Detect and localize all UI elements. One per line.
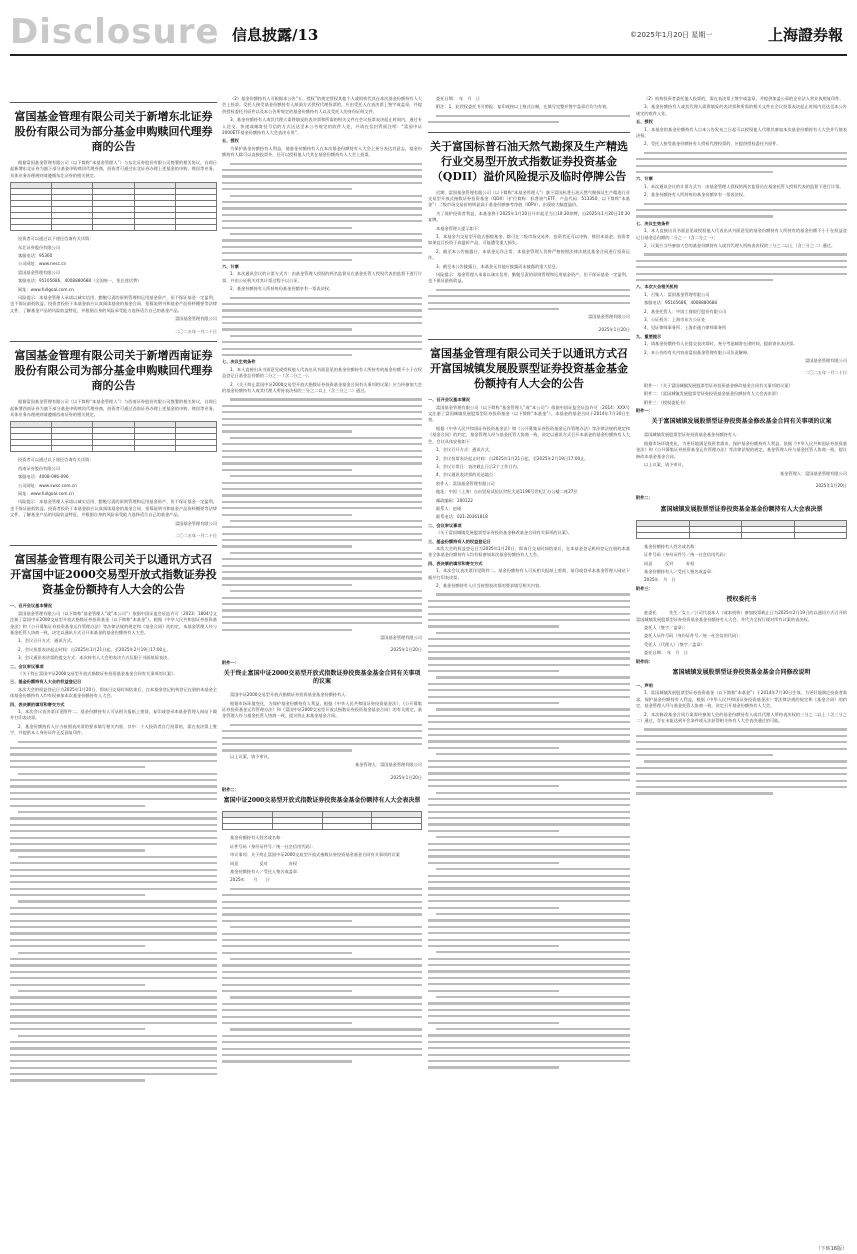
- divider: [428, 132, 630, 133]
- article-title: 富国基金管理有限公司关于以通讯方式召开富国中证2000交易型开放式指数证券投资基金份额持有人大会的公告: [10, 553, 217, 597]
- paragraph: 收件人：富国基金管理有限公司: [436, 480, 495, 486]
- paragraph: 联系电话：021-20361818: [436, 514, 488, 520]
- annex-title: 授权委托书: [726, 596, 757, 604]
- paragraph: 联系人：赵瑛: [436, 505, 462, 511]
- text-line: [636, 790, 847, 796]
- paragraph: 1、本次会议表决票详见附件二。基金份额持有人可从相关报纸上剪裁、复印或登录本基金管理人网站下载并打印表决票。: [428, 568, 630, 580]
- section-heading: 一、召开会议基本情况: [10, 603, 52, 609]
- paragraph: 2、基金份额持有人所持每份基金份额享有一票表决权。: [230, 286, 334, 292]
- paragraph: 委托人（签字／盖章）：: [644, 624, 688, 630]
- paragraph: （2）基金份额持有人可根据本公告“五、授权”的规定授权其他个人或机构代其在本次基金份额持有人大会上投票。受托人接受基金份额持有人纸面方式授权代理投票的，应由受托人在表决票上签字或盖章，并提供授权委托书原件以及本公告所规定的基金份额持有人以及受托人的身份证明文件。: [222, 96, 422, 114]
- paragraph: 委托日期： 年 月 日: [436, 96, 480, 101]
- signature-date: 2025年1月20日: [390, 774, 422, 780]
- section-heading: 四、表决票的填写和寄交方式: [10, 701, 65, 707]
- paragraph: 东北证券股份有限公司: [18, 244, 60, 250]
- annex-title: 关于富国城镇发展股票型证券投资基金修改基金合同有关事项的议案: [651, 418, 832, 426]
- section-heading: 三、基金份额持有人大会的权益登记日: [10, 679, 82, 685]
- paragraph: 1、本次通讯会议的计票方式为：由基金管理人授权的两名监督员在基金托管人授权代表的监督下进行计票，并由公证机关对其计票过程予以公证。: [222, 271, 422, 283]
- text-line: [222, 1058, 422, 1064]
- paragraph: 2、基金托管人：中国工商银行股份有限公司: [644, 308, 727, 314]
- paragraph: 2、本次修改基金合同方案需经参加大会的基金份额持有人或其代理人所持表决权的三分之二以上（含三分之二）通过，存在未能达到开会条件或无法获得相关持有人大会表决通过的可能。: [636, 711, 847, 724]
- section-heading: 八、本次大会相关机构: [636, 284, 678, 290]
- divider: [428, 339, 630, 340]
- paragraph: 为了保护投资者利益，本基金将于2025年1月20日开市起至当日10:30停牌，自2025年1月20日10:30复牌。: [428, 210, 630, 223]
- fund-list-table: [10, 182, 217, 231]
- article-title: 富国基金管理有限公司关于以通讯方式召开富国城镇发展股票型证券投资基金基金份额持有人大会的公告: [430, 347, 628, 391]
- paragraph: 西南证券股份有限公司: [18, 465, 60, 471]
- text-line: [222, 747, 422, 753]
- signature-date: 2025年1月20日: [815, 482, 847, 488]
- paragraph: 附件一：《关于富国城镇发展股票型证券投资基金修改基金合同有关事项的议案》: [644, 382, 793, 388]
- paragraph: 《关于富国城镇发展股票型证券投资基金修改基金合同有关事项的议案》。: [436, 530, 573, 536]
- issue-date: ©2025年1月20日 星期一: [630, 31, 713, 39]
- paragraph: 基金份额持有人／受托人签名或盖章：: [230, 868, 302, 874]
- signature: 富国基金管理有限公司: [805, 358, 847, 364]
- page-header: [10, 10, 847, 56]
- paragraph: 客服电话：95105686，4008880688（全国统一，免长途话费）: [18, 278, 142, 284]
- text-line: [222, 257, 422, 263]
- signature-date: 二〇二五年一月二十日: [805, 370, 847, 376]
- annex-label: 附件二：: [222, 786, 239, 792]
- paragraph: 3、基金份额持有人或其代理人需将填妥的表决票和所需的相关文件在会议投票表决起止时间内，通过专人送交、快递或邮寄挂号信的方式送达至本公告规定的收件人处，并请在信封背面注明：“富国中证2000ETF基金份额持有人大会表决专用”。: [222, 117, 422, 136]
- annex-title: 富国城镇发展股票型证券投资基金基金份额持有人大会表决票: [660, 505, 823, 513]
- paragraph: 1、请基金份额持有人在提交表决票时，充分考虑邮寄在途时间，提前寄出表决票。: [644, 341, 798, 347]
- paragraph: 1、会议召开方式：通讯方式。: [18, 638, 76, 644]
- paragraph: 2、受托人接受基金份额持有人授权代理投票的，应提供授权委托书原件。: [644, 141, 781, 147]
- signature: 富国基金管理有限公司: [380, 634, 422, 640]
- column-2: [222, 96, 422, 1246]
- paragraph: 富国基金管理有限公司: [18, 269, 60, 275]
- annex-title: 富国城镇发展股票型证券投资基金基金合同修改说明: [672, 669, 811, 676]
- text-line: [636, 213, 847, 219]
- paragraph: 同意 反对 弃权: [230, 860, 298, 866]
- section-heading: 一、声明: [636, 683, 653, 688]
- paragraph: 根据富国基金管理有限公司（以下简称“本基金管理人”）与西南证券股份有限公司签署的相关协议，自即日起新增西南证券为旗下部分基金申购赎回代理券商，投资者可通过西南证券办理上述基金的申购、赎回等业务，具体业务办理规则请遵循西南证券的相关规定。: [10, 399, 217, 417]
- paragraph: 风险提示：本基金管理人承诺以诚实信用、勤勉尽责的原则管理和运用基金资产，但不保证基金一定盈利，也不保证最低收益。投资者投资于本基金前应认真阅读基金的基金合同、招募说明书和基金产品资料概要等法律文件，了解基金产品的风险收益特征，并根据自身的风险承受能力选择适合自己的基金产品。: [10, 295, 217, 313]
- annex-title: 富国中证2000交易型开放式指数证券投资基金基金份额持有人大会表决票: [223, 797, 421, 805]
- paragraph: 2、会议投票表决起止时间：自2025年1月21日起，至2025年2月19日17:00止。: [436, 455, 589, 461]
- paragraph: 1、本基金的基金份额持有人自本公告发布之日起可以授权他人代理其参加本次基金份额持有人大会并行使表决权。: [636, 126, 847, 139]
- paragraph: 地址：中国（上海）自由贸易试验区世纪大道1196号世纪汇办公楼二座27层: [436, 489, 578, 495]
- column-1: [10, 96, 217, 1246]
- signature: 富国基金管理有限公司: [588, 314, 630, 320]
- paragraph: 以上议案，请予审议。: [644, 462, 686, 468]
- paragraph: 富国基金管理有限公司（以下简称“基金管理人”或“本公司”）依据中国证监会证监许可〔2014〕XXX号文注册了富国城镇发展股票型证券投资基金（以下简称“本基金”）。本基金的基金合同于2014年7月30日生效。: [428, 404, 630, 423]
- paragraph: 1、本人直接出具书面意见或授权他人代表出具书面意见的基金份额持有人所持有的基金份额不小于在权益登记日基金总份额的二分之一（含二分之一）；: [222, 366, 422, 379]
- paragraph: 1、会议召开方式：通讯方式。: [436, 447, 494, 453]
- paragraph: 客服电话：95105686，4008880688: [644, 300, 718, 306]
- paragraph: 3、会议计票日：表决截止日后2个工作日内。: [436, 463, 521, 469]
- paragraph: 3、公证机关：上海市东方公证处: [644, 317, 706, 322]
- paragraph: 审议事项：关于终止富国中证2000交易型开放式指数证券投资基金基金合同有关事项的议案: [230, 852, 400, 858]
- paragraph: 风险提示：本基金管理人承诺以诚实信用、勤勉尽责的原则管理和运用基金资产，但不保证基金一定盈利，也不保证最低收益。投资者投资于本基金前应认真阅读基金的基金合同、招募说明书和基金产品资料概要等法律文件，了解基金产品的风险收益特征，并根据自身的风险承受能力选择适合自己的基金产品。: [10, 499, 217, 518]
- paragraph: 2、《关于终止富国中证2000交易型开放式指数证券投资基金基金合同有关事项的议案》应当经参加大会的基金份额持有人或其代理人所持表决权的三分之二以上（含三分之二）通过。: [222, 381, 422, 394]
- text-line: [636, 169, 847, 175]
- section-title: 信息披露/13: [232, 26, 319, 44]
- paragraph: 2、会议投票表决起止时间：自2025年1月21日起，至2025年2月19日17:00止。: [18, 646, 171, 652]
- paragraph: 1、本次通讯会议的计票方式为：由基金管理人授权的两名监督员在基金托管人授权代表的监督下进行计票。: [644, 183, 844, 189]
- section-heading: 九、重要提示: [636, 333, 662, 339]
- paragraph: 风险提示：基金管理人承诺以诚实信用、勤勉尽责的原则管理和运用基金资产，但不保证基金一定盈利，也不保证最低收益。: [428, 272, 630, 284]
- text-line: [222, 627, 422, 633]
- paragraph: 2025年 月 日: [230, 877, 270, 883]
- paragraph: 富国基金管理有限公司（以下简称“基金管理人”或“本公司”）依据中国证监会证监许可〔2023〕1804号文注册了富国中证2000交易型开放式指数证券投资基金（以下简称“本基金”）。根据《中华人民共和国证券投资基金法》和《公开募集证券投资基金运作管理办法》等法律法规的规定和《基金合同》的约定，本基金管理人经与基金托管人协商一致，决定以通讯方式召开本基金的基金份额持有人大会。: [10, 610, 217, 635]
- paragraph: 富国城镇发展股票型证券投资基金基金份额持有人：: [644, 432, 741, 438]
- paragraph: 2、基金份额持有人应当按照表决票的要求填写相关内容，其中：个人投资者自行投票的，需在表决票上签字，并提供本人身份证件正反面复印件。: [10, 723, 217, 736]
- continued-note: （下转16版）: [815, 1246, 847, 1252]
- text-line: [428, 119, 630, 125]
- section-heading: 五、授权: [636, 119, 653, 125]
- paragraph: 证件号码（身份证件号／统一社会信用代码）：: [230, 843, 316, 849]
- paragraph: 4、会议通讯表决票的送达地点：: [436, 472, 498, 478]
- paragraph: 邮政编码：200122: [436, 497, 473, 503]
- paragraph: 公司网址：www.nesc.cn: [18, 261, 67, 267]
- signature: 基金管理人：富国基金管理有限公司: [779, 470, 847, 476]
- paragraph: 基金份额持有人／受托人签名或盖章：: [644, 568, 716, 574]
- paragraph: 2、议案应当经参加大会的基金份额持有人或其代理人所持表决权的三分之二以上（含三分之二）通过。: [644, 243, 836, 249]
- ballot-table: [222, 811, 422, 830]
- column-3: [428, 96, 630, 1246]
- paragraph: 1、召集人：富国基金管理有限公司: [644, 291, 710, 297]
- paragraph: 4、见证律师事务所：上海市通力律师事务所: [644, 325, 727, 331]
- ballot-table: [636, 520, 847, 539]
- paragraph: 为保护基金份额持有人利益，使基金份额持有人在本次基金份额持有人大会上充分表达其意志，基金份额持有人除可以直接投票外，还可以授权他人代其在基金份额持有人大会上投票。: [222, 145, 422, 158]
- paragraph: 网址：www.fullgoal.com.cn: [18, 286, 74, 292]
- signature: 基金管理人：富国基金管理有限公司: [354, 762, 422, 768]
- signature: 富国基金管理有限公司: [175, 520, 217, 526]
- signature: 富国基金管理有限公司: [175, 316, 217, 322]
- paragraph: 投资者可以通过以下途径咨询有关详情：: [18, 457, 94, 463]
- paragraph: 根据市场环境变化，为更好地满足投资者需求，保护基金份额持有人利益，依据《中华人民共和国证券投资基金法》和《公开募集证券投资基金运作管理办法》等法律法规的规定，基金管理人经与基金托管人协商一致，提议修改本基金基金合同。: [636, 440, 847, 459]
- paragraph: 本次大会的权益登记日为2025年1月20日，即该日交易时间结束后，在本基金登记机构登记在册的本基金全体基金份额持有人均有权参加本次基金份额持有人大会。: [10, 686, 217, 699]
- paragraph: 附件三：《授权委托书》: [644, 399, 688, 405]
- paragraph: 以上议案，请予审议。: [230, 753, 272, 759]
- paragraph: 3、基金份额持有人或其代理人需将填妥的表决票和所需的相关文件在会议投票表决起止时间内送达至本公告规定的收件人处。: [636, 104, 847, 116]
- section-heading: 七、决议生效条件: [636, 220, 670, 226]
- section-heading: 七、决议生效条件: [222, 359, 256, 365]
- paragraph: 富国中证2000交易型开放式指数证券投资基金基金份额持有人：: [230, 692, 350, 698]
- annex-label: 附件二：: [636, 495, 653, 501]
- paragraph: 2、基金份额持有人所持每份基金份额享有一票表决权。: [644, 192, 748, 198]
- article-title: 关于富国标普石油天然气勘探及生产精选行业交易型开放式指数证券投资基金（QDII）溢价风险提示及临时停牌公告: [430, 139, 628, 183]
- paragraph: 证件号码（身份证件号／统一社会信用代码）：: [644, 552, 730, 558]
- signature-date: 二〇二五年一月二十日: [175, 328, 217, 334]
- text-line: [222, 352, 422, 358]
- paragraph: 网址：www.fullgoal.com.cn: [18, 490, 74, 496]
- paragraph: 委托日期： 年 月 日: [644, 650, 688, 656]
- section-heading: 三、基金份额持有人的权益登记日: [428, 538, 491, 544]
- paragraph: 2、截至本公告披露日，本基金运作正常，本基金管理人仍将严格按照法律法规及基金合同进行投资运作。: [428, 248, 630, 261]
- paragraph: 近期，富国基金管理有限公司（以下简称“本基金管理人”）旗下富国标普石油天然气勘探及生产精选行业交易型开放式指数证券投资基金（QDII）（扩位简称：标普油气ETF，产品代码：513350，以下简称“本基金”）二级市场交易价格明显高于基金份额参考净值（IOPV），出现较大幅度溢价。: [428, 189, 630, 208]
- column-4: [636, 96, 847, 1246]
- section-heading: 六、计票: [222, 263, 239, 269]
- section-heading: 一、召开会议基本情况: [428, 397, 470, 403]
- article-title: 富国基金管理有限公司关于新增东北证券股份有限公司为部分基金申购赎回代理券商的公告: [14, 110, 213, 153]
- paragraph: 投资者可以通过以下途径咨询有关详情：: [18, 236, 94, 242]
- section-heading: 六、计票: [636, 176, 653, 182]
- signature-date: 2025年1月20日: [598, 326, 630, 332]
- paragraph: 3、会议通讯表决票的提交方式：本次持有人大会的表决方式仅限于书面纸质表决。: [18, 655, 172, 661]
- paragraph: 1、本人直接出具书面意见或授权他人代表出具书面意见的基金份额持有人所持有的基金份额不小于在权益登记日基金总份额的二分之一（含二分之一）；: [636, 228, 847, 240]
- section-heading: 四、表决票的填写和寄交方式: [428, 560, 483, 566]
- divider: [10, 545, 217, 546]
- paragraph: （2）机构投资者委托他人投票的，需在表决票上签字或盖章，并提供加盖公章的企业法人营业执照复印件。: [644, 96, 844, 101]
- signature-date: 二〇二五年一月二十日: [175, 532, 217, 538]
- annex-label: 附件三：: [636, 585, 653, 591]
- annex-label: 附件一：: [636, 408, 653, 414]
- paragraph: 《关于终止富国中证2000交易型开放式指数证券投资基金基金合同有关事项的议案》。: [18, 671, 178, 677]
- paragraph: 1、本次会议表决票详见附件二。基金份额持有人可从相关报纸上剪裁、复印或登录本基金管理人网站下载并打印表决票。: [10, 709, 217, 721]
- section-heading: 二、会议审议事项: [10, 663, 44, 669]
- paragraph: 2025年 月 日: [644, 577, 676, 583]
- paragraph: 本基金管理人提示如下：: [436, 225, 483, 231]
- paragraph: 附注：1、此授权委托书可剪报、复印或按以上格式自制，在填写完整并签字盖章后均为有效。: [436, 104, 611, 110]
- paragraph: 1、本基金为交易型开放式指数基金，除可在二级市场交易外，投资者还可以申购、赎回本基金。投资者如果盲目投资于高溢价产品，可能遭受重大损失。: [428, 234, 630, 246]
- paragraph: 根据市场环境变化，为保护基金份额持有人利益，根据《中华人民共和国证券投资基金法》、《公开募集证券投资基金运作管理办法》和《富国中证2000交易型开放式指数证券投资基金基金合同》的有关规定，基金管理人经与基金托管人协商一致，提议终止本基金基金合同。: [222, 700, 422, 719]
- paragraph: 基金份额持有人姓名或名称：: [230, 835, 285, 841]
- text-line: [428, 306, 630, 312]
- paragraph: 3、截至本公告披露日，本基金无其他应披露而未披露的重大信息。: [436, 263, 561, 269]
- signature-date: 2025年1月20日: [390, 647, 422, 653]
- section-heading: 五、授权: [222, 138, 239, 144]
- divider: [10, 102, 217, 103]
- paragraph: 1、富国城镇发展股票型证券投资基金（以下简称“本基金”）于2014年7月30日生效。为更好地满足投资者需求，保护基金份额持有人利益，根据《中华人民共和国证券投资基金法》等法律法规的规定和《基金合同》的约定，基金管理人经与基金托管人协商一致，决定召开基金份额持有人大会。: [636, 690, 847, 709]
- fund-list-table: [10, 421, 217, 452]
- paragraph: 同意 反对 弃权: [644, 560, 695, 566]
- divider: [10, 341, 217, 342]
- paragraph: 附件二：《富国城镇发展股票型证券投资基金基金份额持有人大会表决票》: [644, 391, 781, 397]
- section-heading: 二、会议审议事项: [428, 522, 462, 528]
- paragraph: 公司网址：www.swsc.com.cn: [18, 482, 77, 488]
- text-line: [636, 277, 847, 283]
- paragraph: 基金份额持有人姓名或名称：: [644, 543, 699, 549]
- paragraph: 受托人（代理人）（签字／盖章）：: [644, 641, 707, 647]
- annex-label: 附件一：: [222, 659, 239, 665]
- paragraph: 兹委托 先生／女士／公司代表本人（或本机构）参加投票截止日为2025年2月19日的以通讯方式召开的富国城镇发展股票型证券投资基金基金份额持有人大会，并代为全权行使对所有议案的表决权。: [636, 610, 847, 622]
- section-brand: Disclosure: [10, 12, 220, 52]
- annex-label: 附件四：: [636, 658, 653, 664]
- paragraph: 客服电话：95360: [18, 253, 53, 259]
- paragraph: 本次大会的权益登记日为2025年1月20日，即该日交易时间结束后，在本基金登记机构登记在册的本基金全体基金份额持有人均有权参加本次基金份额持有人大会。: [428, 545, 630, 558]
- text-line: [428, 1064, 630, 1070]
- paragraph: 根据富国基金管理有限公司（以下简称“本基金管理人”）与东北证券股份有限公司签署的相关协议，自即日起新增东北证券为旗下部分基金申购赎回代理券商，投资者可通过东北证券办理上述基金的申购、赎回等业务，具体业务办理规则请遵循东北证券的相关规定。: [10, 160, 217, 178]
- article-title: 富国基金管理有限公司关于新增西南证券股份有限公司为部分基金申购赎回代理券商的公告: [14, 349, 213, 393]
- paragraph: 2、基金份额持有人应当按照表决票的要求填写相关内容。: [436, 583, 544, 588]
- text-line: [10, 1077, 217, 1083]
- paragraph: 2、本公告的有关内容由富国基金管理有限公司负责解释。: [644, 349, 752, 355]
- newspaper-name: 上海證券報: [767, 26, 843, 44]
- paragraph: 委托人证件号码（身份证件号／统一社会信用代码）：: [644, 633, 743, 639]
- paragraph: 客服电话：4008-096-096: [18, 474, 69, 480]
- annex-title: 关于终止富国中证2000交易型开放式指数证券投资基金基金合同有关事项的议案: [223, 670, 421, 686]
- paragraph: 根据《中华人民共和国证券投资基金法》和《公开募集证券投资基金运作管理办法》等法律法规的规定和《基金合同》的约定，基金管理人经与基金托管人协商一致，决定以通讯方式召开本基金的基金份额持有人大会，会议具体安排如下：: [428, 425, 630, 444]
